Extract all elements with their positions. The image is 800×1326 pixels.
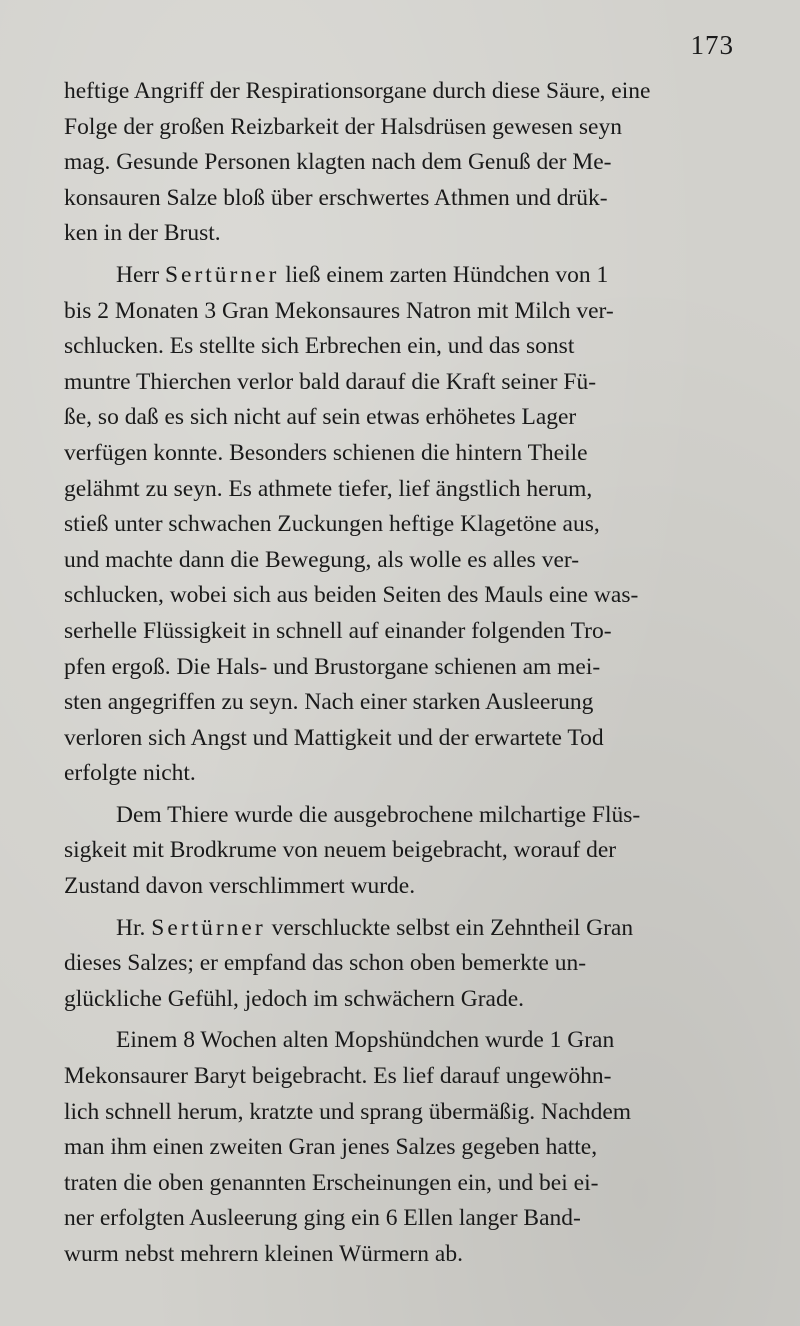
text-lead: Herr [116, 261, 165, 288]
text-line: verfügen konnte. Besonders schienen die hintern Theile [64, 439, 588, 466]
text-lead: Hr. [116, 914, 152, 941]
person-name: Sertürner [151, 914, 266, 941]
person-name: Sertürner [164, 261, 280, 288]
text-line: mag. Gesunde Personen klagten nach dem Genuß der Me- [64, 149, 612, 176]
body-text [64, 74, 764, 1279]
text-line: verschluckte selbst ein Zehntheil Gran [265, 914, 634, 941]
text-line: ße, so daß es sich nicht auf sein etwas erhöhetes Lager [64, 404, 577, 431]
text-line: Folge der großen Reizbarkeit der Halsdrüsen gewesen seyn [64, 113, 622, 140]
text-line: Dem Thiere wurde die ausgebrochene milchartige Flüs- [116, 801, 641, 828]
text-line: muntre Thierchen verlor bald darauf die Kraft seiner Fü- [64, 368, 597, 395]
text-line: ließ einem zarten Hündchen von 1 [279, 261, 609, 288]
text-line: glückliche Gefühl, jedoch im schwächern Grade. [64, 985, 525, 1012]
text-line: ken in der Brust. [64, 220, 221, 247]
text-line: Einem 8 Wochen alten Mopshündchen wurde 1 Gran [116, 1027, 615, 1054]
paragraph-3 [64, 798, 764, 905]
paragraph-2 [64, 258, 764, 792]
text-line: schlucken. Es stellte sich Erbrechen ein, und das sonst [64, 333, 575, 360]
text-line: Mekonsaurer Baryt beigebracht. Es lief darauf ungewöhn- [64, 1063, 612, 1090]
text-line: gelähmt zu seyn. Es athmete tiefer, lief ängstlich herum, [64, 475, 593, 502]
text-line: sigkeit mit Brodkrume von neuem beigebracht, worauf der [64, 837, 617, 864]
paragraph-4 [64, 911, 764, 1018]
text-line: serhelle Flüssigkeit in schnell auf einander folgenden Tro- [64, 617, 612, 644]
text-line: erfolgte nicht. [64, 760, 196, 787]
text-line: dieses Salzes; er empfand das schon oben bemerkte un- [64, 950, 587, 977]
text-line: heftige Angriff der Respirationsorgane durch diese Säure, eine [64, 78, 651, 104]
text-line: traten die oben genannten Erscheinungen ein, und bei ei- [64, 1169, 599, 1196]
text-line: lich schnell herum, kratzte und sprang übermäßig. Nachdem [64, 1098, 632, 1125]
text-line: stieß unter schwachen Zuckungen heftige Klagetöne aus, [64, 511, 600, 538]
paragraph-5 [64, 1023, 764, 1272]
text-line: Zustand davon verschlimmert wurde. [64, 873, 416, 900]
text-line: sten angegriffen zu seyn. Nach einer starken Ausleerung [64, 689, 594, 716]
text-line: verloren sich Angst und Mattigkeit und der erwartete Tod [64, 724, 604, 751]
page-number: 173 [690, 30, 734, 60]
text-line: wurm nebst mehrern kleinen Würmern ab. [64, 1241, 463, 1267]
text-line: konsauren Salze bloß über erschwertes Athmen und drük- [64, 184, 608, 211]
text-line: man ihm einen zweiten Gran jenes Salzes gegeben hatte, [64, 1134, 598, 1161]
paragraph-1 [64, 74, 764, 252]
text-line: bis 2 Monaten 3 Gran Mekonsaures Natron mit Milch ver- [64, 297, 614, 324]
text-line: und machte dann die Bewegung, als wolle es alles ver- [64, 546, 580, 573]
text-line: schlucken, wobei sich aus beiden Seiten des Mauls eine was- [64, 582, 639, 609]
text-line: pfen ergoß. Die Hals- und Brustorgane schienen am mei- [64, 653, 601, 680]
text-line: ner erfolgten Ausleerung ging ein 6 Ellen langer Band- [64, 1205, 581, 1232]
